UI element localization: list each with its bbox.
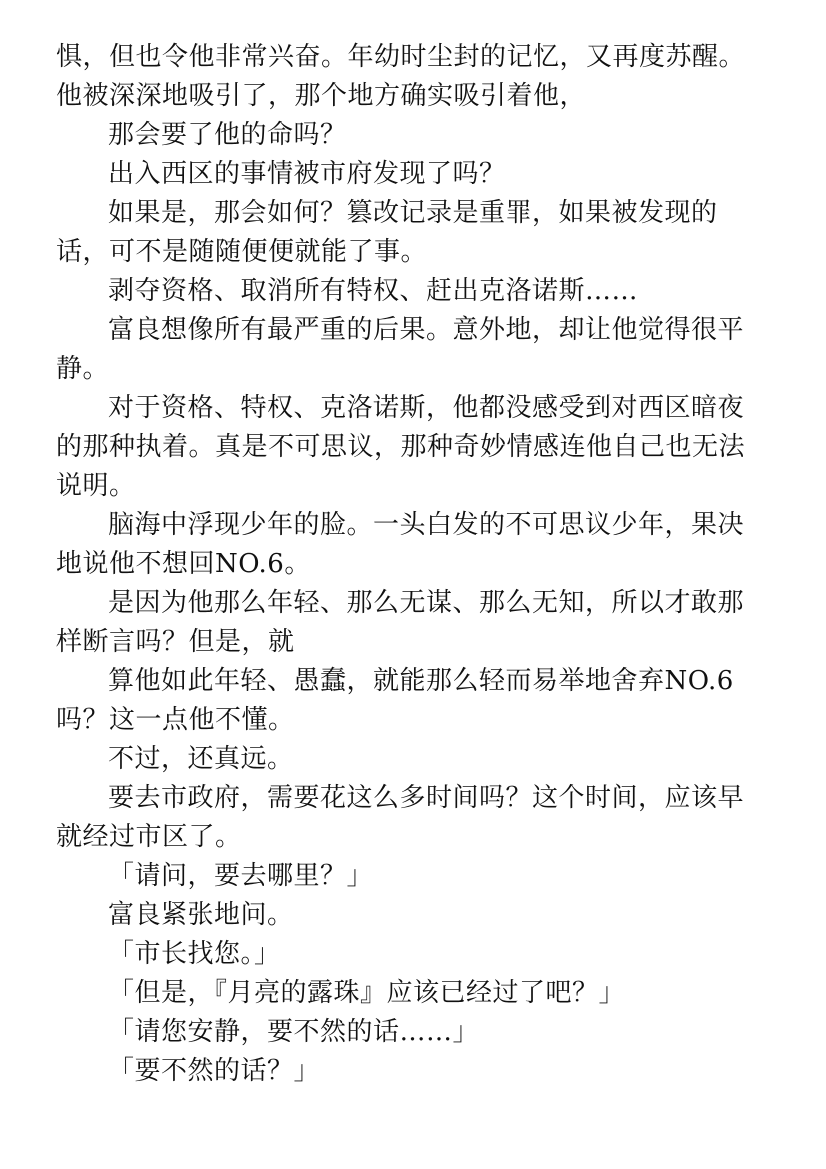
paragraph: 富良想像所有最严重的后果。意外地，却让他觉得很平静。 [56,315,745,384]
paragraph: 脑海中浮现少年的脸。一头白发的不可思议少年，果决地说他不想回NO.6。 [56,510,745,579]
dialogue-line: 「要不然的话？」 [108,1056,321,1086]
dialogue-line: 「请您安静，要不然的话……」 [108,1017,480,1047]
paragraph: 不过，还真远。 [108,744,294,774]
paragraph: 对于资格、特权、克洛诺斯，他都没感受到对西区暗夜的那种执着。真是不可思议，那种奇妙情感连他自己也无法说明。 [56,393,746,501]
paragraph: 要去市政府，需要花这么多时间吗？这个时间，应该早就经过市区了。 [56,783,745,852]
paragraph: 那会要了他的命吗？ [108,120,347,150]
dialogue-line: 「但是，『月亮的露珠』应该已经过了吧？」 [108,978,626,1008]
paragraph: 剥夺资格、取消所有特权、赶出克洛诺斯…… [108,276,639,306]
paragraph: 是因为他那么年轻、那么无谋、那么无知，所以才敢那样断言吗？但是，就 [56,588,745,657]
paragraph: 惧，但也令他非常兴奋。年幼时尘封的记忆，又再度苏醒。他被深深地吸引了，那个地方确实吸引着他， [56,42,746,111]
paragraph: 算他如此年轻、愚蠢，就能那么轻而易举地舍弃NO.6吗？这一点他不懂。 [56,666,734,735]
paragraph: 富良紧张地问。 [108,900,294,930]
dialogue-line: 「请问，要去哪里？」 [108,861,374,891]
paragraph: 出入西区的事情被市府发现了吗？ [108,159,506,189]
body-text [56,38,756,1091]
dialogue-line: 「市长找您。」 [108,939,281,969]
paragraph: 如果是，那会如何？篡改记录是重罪，如果被发现的话，可不是随随便便就能了事。 [56,198,718,267]
